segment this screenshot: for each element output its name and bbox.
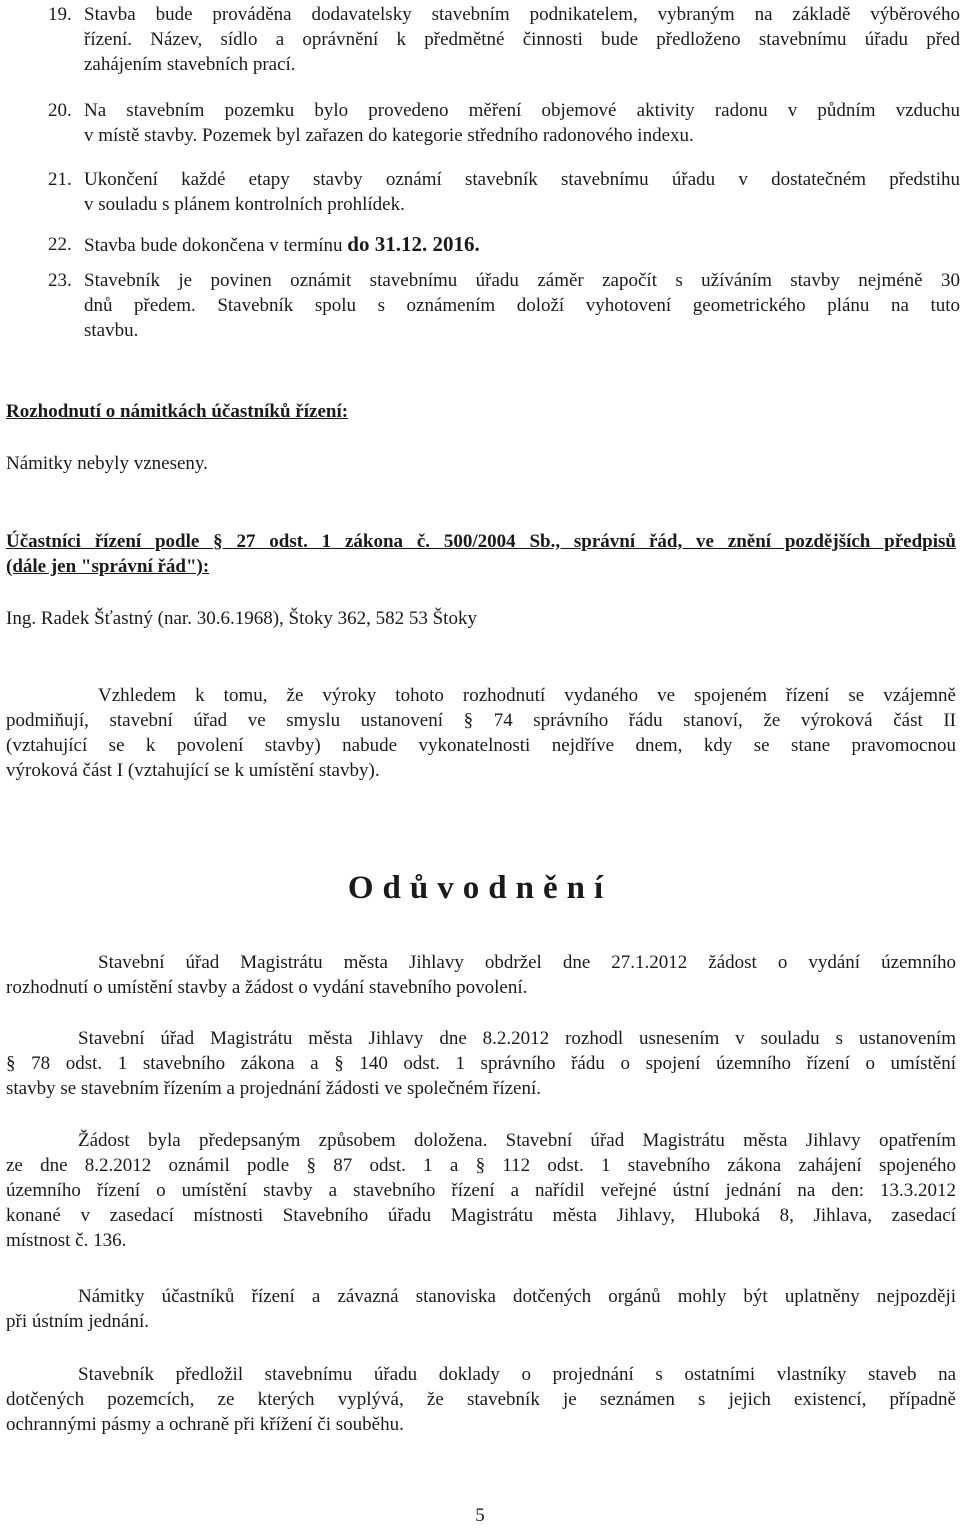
item-line: v souladu s plánem kontrolních prohlídek. (84, 194, 405, 215)
completion-text: Stavba bude dokončena v termínu (84, 235, 348, 256)
condition-item-21 (48, 167, 960, 217)
paragraph-line: Vzhledem k tomu, že výroky tohoto rozhodnutí vydaného ve spojeném řízení se vzájemně (98, 685, 956, 706)
objections-text: Námitky nebyly vzneseny. (6, 453, 208, 474)
completion-deadline: do 31.12. 2016. (347, 232, 480, 256)
condition-item-20 (48, 98, 960, 148)
section-title: Odůvodnění (347, 870, 613, 906)
item-number: 23. (48, 270, 72, 291)
paragraph-line: stavby se stavebním řízením a projednání žádosti ve společném řízení. (6, 1078, 541, 1099)
reasoning-paragraph-3 (6, 1128, 956, 1253)
paragraph-line: územního řízení o umístění stavby a stavebního řízení a nařídil veřejné ústní jednání na den: 13.3.2012 (6, 1180, 956, 1201)
paragraph-line: Stavební úřad Magistrátu města Jihlavy dne 8.2.2012 rozhodl usnesením v souladu s ustanovením (78, 1028, 956, 1049)
objections-heading: Rozhodnutí o námitkách účastníků řízení: (6, 401, 349, 422)
paragraph-line: Stavební úřad Magistrátu města Jihlavy obdržel dne 27.1.2012 žádost o vydání územního (98, 952, 956, 973)
participants-heading-line: Účastníci řízení podle § 27 odst. 1 zákona č. 500/2004 Sb., správní řád, ve znění pozdějších předpisů (6, 531, 956, 552)
condition-item-23 (48, 268, 960, 343)
participant-entry: Ing. Radek Šťastný (nar. 30.6.1968), Štoky 362, 582 53 Štoky (6, 608, 477, 629)
item-line: Stavebník je povinen oznámit stavebnímu úřadu záměr započít s užíváním stavby nejméně 30 (84, 270, 960, 291)
reasoning-paragraph-5 (6, 1362, 956, 1437)
item-line: Na stavebním pozemku bylo provedeno měření objemové aktivity radonu v půdním vzduchu (84, 100, 960, 121)
paragraph-line: konané v zasedací místnosti Stavebního úřadu Magistrátu města Jihlavy, Hluboká 8, Jihlava, zasedací (6, 1205, 956, 1226)
condition-item-19 (48, 2, 960, 77)
enforceability-paragraph (6, 683, 956, 783)
page-number: 5 (475, 1505, 485, 1526)
paragraph-line: při ústním jednání. (6, 1311, 150, 1332)
paragraph-line: Námitky účastníků řízení a závazná stanoviska dotčených orgánů mohly být uplatněny nejpozději (78, 1286, 956, 1307)
paragraph-line: Stavebník předložil stavebnímu úřadu doklady o projednání s ostatními vlastníky staveb na (78, 1364, 956, 1385)
paragraph-line: rozhodnutí o umístění stavby a žádost o vydání stavebního povolení. (6, 977, 528, 998)
paragraph-line: výroková část I (vztahující se k umístění stavby). (6, 760, 380, 781)
item-number: 22. (48, 234, 72, 255)
paragraph-line: Žádost byla předepsaným způsobem doložena. Stavební úřad Magistrátu města Jihlavy opatřením (78, 1130, 956, 1151)
item-line: v místě stavby. Pozemek byl zařazen do kategorie středního radonového indexu. (84, 125, 694, 146)
item-number: 21. (48, 169, 72, 190)
item-line: dnů předem. Stavebník spolu s oznámením doloží vyhotovení geometrického plánu na tuto (84, 295, 960, 316)
paragraph-line: místnost č. 136. (6, 1230, 127, 1251)
reasoning-paragraph-2 (6, 1026, 956, 1101)
condition-item-22 (48, 232, 960, 258)
paragraph-line: podmiňují, stavební úřad ve smyslu ustanovení § 74 správního řádu stanoví, že výroková část II (6, 710, 956, 731)
paragraph-line: ochrannými pásmy a ochraně při křížení či souběhu. (6, 1414, 404, 1435)
reasoning-paragraph-1 (6, 950, 956, 1000)
participants-heading-line: (dále jen "správní řád"): (6, 556, 210, 577)
item-line: Ukončení každé etapy stavby oznámí stavebník stavebnímu úřadu v dostatečném předstihu (84, 169, 960, 190)
paragraph-line: § 78 odst. 1 stavebního zákona a § 140 odst. 1 správního řádu o spojení územního řízení o umístění (6, 1053, 956, 1074)
item-number: 19. (48, 4, 72, 25)
paragraph-line: ze dne 8.2.2012 oznámil podle § 87 odst. 1 a § 112 odst. 1 stavebního zákona zahájení spojeného (6, 1155, 956, 1176)
reasoning-paragraph-4 (6, 1284, 956, 1334)
item-line: stavbu. (84, 320, 139, 341)
paragraph-line: dotčených pozemcích, ze kterých vyplývá, že stavebník je seznámen s jejich existencí, případně (6, 1389, 956, 1410)
item-line: zahájením stavebních prací. (84, 54, 296, 75)
item-line: řízení. Název, sídlo a oprávnění k předmětné činnosti bude předloženo stavebnímu úřadu před (84, 29, 960, 50)
item-line: Stavba bude prováděna dodavatelsky stavebním podnikatelem, vybraným na základě výběrového (84, 4, 960, 25)
participants-heading (6, 529, 956, 579)
paragraph-line: (vztahující se k povolení stavby) nabude vykonatelnosti nejdříve dnem, kdy se stane pravomocnou (6, 735, 956, 756)
item-number: 20. (48, 100, 72, 121)
